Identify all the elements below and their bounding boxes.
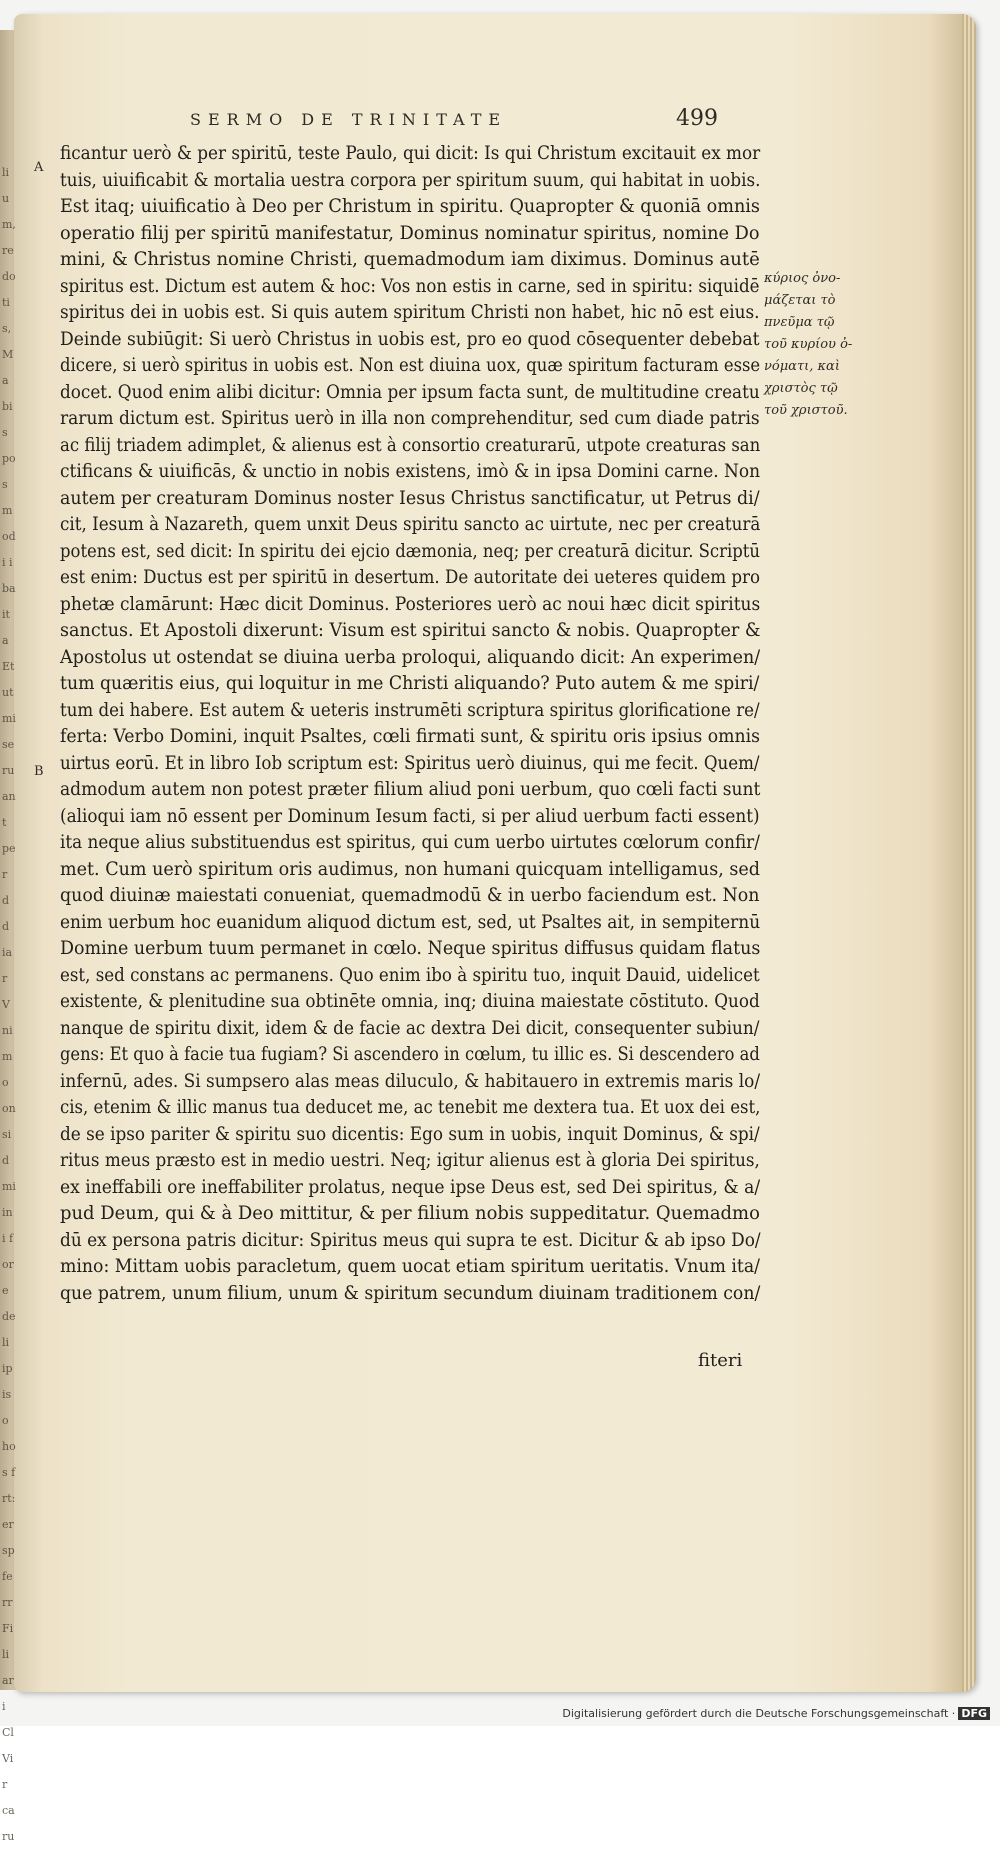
text-line: phetæ clamārunt: Hæc dicit Dominus. Posteriores uerò ac noui hæc dicit spiritus [60,592,761,615]
text-line: tuis, uiuificabit & mortalia uestra corpora per spiritum suum, qui habitat in uobis. [60,168,761,191]
footer-text: Digitalisierung gefördert durch die Deutsche Forschungsgemeinschaft · [562,1707,956,1720]
text-line: ferta: Verbo Domini, inquit Psaltes, cœli firmati sunt, & spiritu oris ipsius omnis [60,725,760,747]
text-line: dicere, si uerò spiritus in uobis est. Non est diuina uox, quæ spiritum facturam esse [60,354,761,376]
text-line: infernū, ades. Si sumpsero alas meas diluculo, & habitauero in extremis maris lo/ [60,1069,761,1092]
text-line: pud Deum, qui & à Deo mittitur, & per filium nobis suppeditatur. Quemadmo [60,1202,760,1224]
text-line: ac filij triadem adimplet, & alienus est à consortio creaturarū, utpote creaturas san [60,433,761,456]
body-text [60,140,760,1306]
marginal-note-line: χριστὸς τῷ [764,381,838,396]
text-line: dū ex persona patris dicitur: Spiritus meus qui supra te est. Dicitur & ab ipso Do/ [60,1228,761,1251]
text-line: ex ineffabili ore ineffabiliter prolatus, neque ipse Deus est, sed Dei spiritus, & a/ [60,1175,761,1198]
dfg-logo: DFG [958,1707,990,1720]
catchword: fiteri [698,1350,743,1371]
page-stack-edge [962,14,976,1692]
text-line: mini, & Christus nomine Christi, quemadmodum iam diximus. Dominus autē [60,248,760,270]
text-line: autem per creaturam Dominus noster Iesus Christus sanctificatur, ut Petrus di/ [60,486,760,509]
text-line: que patrem, unum filium, unum & spiritum secundum diuinam traditionem con/ [60,1281,761,1304]
folio-number: 499 [676,106,718,131]
marginal-note-line: μάζεται τὸ [764,293,836,308]
text-line: nanque de spiritu dixit, idem & de facie ac dextra Dei dicit, consequenter subiun/ [60,1016,760,1039]
text-line: cit, Iesum à Nazareth, quem unxit Deus spiritu sancto ac uirtute, nec per creaturā [60,513,761,535]
text-line: tum quæritis eius, qui loquitur in me Christi aliquando? Puto autem & me spiri/ [60,672,760,694]
text-line: uirtus eorū. Et in libro Iob scriptum est: Spiritus uerò diuinus, qui me fecit. Quem/ [60,751,760,774]
text-line: sanctus. Et Apostoli dixerunt: Visum est spiritui sancto & nobis. Quapropter & [60,619,761,641]
marginal-note-line: πνεῦμα τῷ [764,315,835,330]
text-line: ctificans & uiuificās, & unctio in nobis existens, imò & in ipsa Domini carne. Non [60,460,761,482]
marginal-note-line: τοῦ κυρίου ὀ- [764,337,853,352]
text-line: mino: Mittam uobis paracletum, quem uocat etiam spiritum ueritatis. Vnum ita/ [60,1255,760,1277]
text-line: Est itaq; uiuificatio à Deo per Christum in spiritu. Quapropter & quoniā omnis [60,195,760,217]
text-line: docet. Quod enim alibi dicitur: Omnia per ipsum facta sunt, de multitudine creatu [60,380,760,403]
text-line: de se ipso pariter & spiritu suo dicentis: Ego sum in uobis, inquit Dominus, & spi/ [60,1122,760,1145]
text-line: potens est, sed dicit: In spiritu dei ejcio dæmonia, neq; per creaturā dicitur. Scriptū [60,539,761,562]
text-line: operatio filij per spiritū manifestatur, Dominus nominatur spiritus, nomine Do [60,221,760,244]
marginal-note-greek [764,268,874,422]
text-line: rarum dictum est. Spiritus uerò in illa non comprehenditur, sed cum diade patris [60,407,760,429]
text-line: Deinde subiūgit: Si uerò Christus in uobis est, pro eo quod cōsequenter debebat [60,327,760,350]
text-line: Apostolus ut ostendat se diuina uerba proloqui, aliquando dicit: An experimen/ [60,645,761,668]
left-gutter-fragments: lium, redo tis, Ma bis pos modi i ba ita Et ut mi seru ant per dd iar Vni mo onsi d mi ini fore deli ipis o hos f rt: ersp ferr Fili ari Cl Vir caru [2,166,16,1843]
text-line: est, sed constans ac permanens. Quo enim ibo à spiritu tuo, inquit Dauid, uidelicet [60,963,760,986]
text-line: ita neque alius substituendus est spiritus, qui cum uerbo uirtutes cœlorum confir/ [60,831,760,853]
digitization-footer [562,1707,990,1720]
text-line: est enim: Ductus est per spiritū in desertum. De autoritate dei ueteres quidem pro [60,566,761,588]
running-header: SERMO DE TRINITATE [190,110,508,129]
text-line: cis, etenim & illic manus tua deducet me, ac tenebit me dextera tua. Et uox dei est, [60,1096,761,1118]
text-line: quod diuinæ maiestati conueniat, quemadmodū & in uerbo faciendum est. Non [60,884,760,906]
text-line: gens: Et quo à facie tua fugiam? Si ascendero in cœlum, tu illic es. Si descendero ad [60,1043,760,1065]
text-line: met. Cum uerò spiritum oris audimus, non humani quicquam intelligamus, sed [60,857,760,880]
marginal-note-line: νόματι, καὶ [764,359,840,374]
text-line: admodum autem non potest præter filium aliud poni uerbum, quo cœli facti sunt [60,778,761,800]
text-line: enim uerbum hoc euanidum aliquod dictum est, sed, ut Psaltes ait, in sempiternū [60,910,761,933]
text-line: ficantur uerò & per spiritū, teste Paulo, qui dicit: Is qui Christum excitauit ex mor [60,142,761,164]
margin-marker-b: B [34,764,44,779]
text-line: existente, & plenitudine sua obtinēte omnia, inq; diuina maiestate cōstituto. Quod [60,990,760,1012]
text-line: spiritus est. Dictum est autem & hoc: Vos non estis in carne, sed in spiritu: siquidē [60,274,760,297]
text-line: Domine uerbum tuum permanet in cœlo. Neque spiritus diffusus quidam flatus [60,937,761,959]
margin-marker-a: A [34,160,44,175]
text-line: tum dei habere. Est autem & ueteris instrumēti scriptura spiritus glorificatione re/ [60,698,760,721]
marginal-note-line: τοῦ χριστοῦ. [764,403,848,418]
marginal-note-line: κύριος ὀνο- [764,271,841,286]
text-line: spiritus dei in uobis est. Si quis autem spiritum Christi non habet, hic nō est eius. [60,301,760,323]
text-line: (alioqui iam nō essent per Dominum Iesum facti, si per aliud uerbum facti essent) [60,804,760,827]
text-line: ritus meus præsto est in medio uestri. Neq; igitur alienus est à gloria Dei spiritus, [60,1149,760,1171]
